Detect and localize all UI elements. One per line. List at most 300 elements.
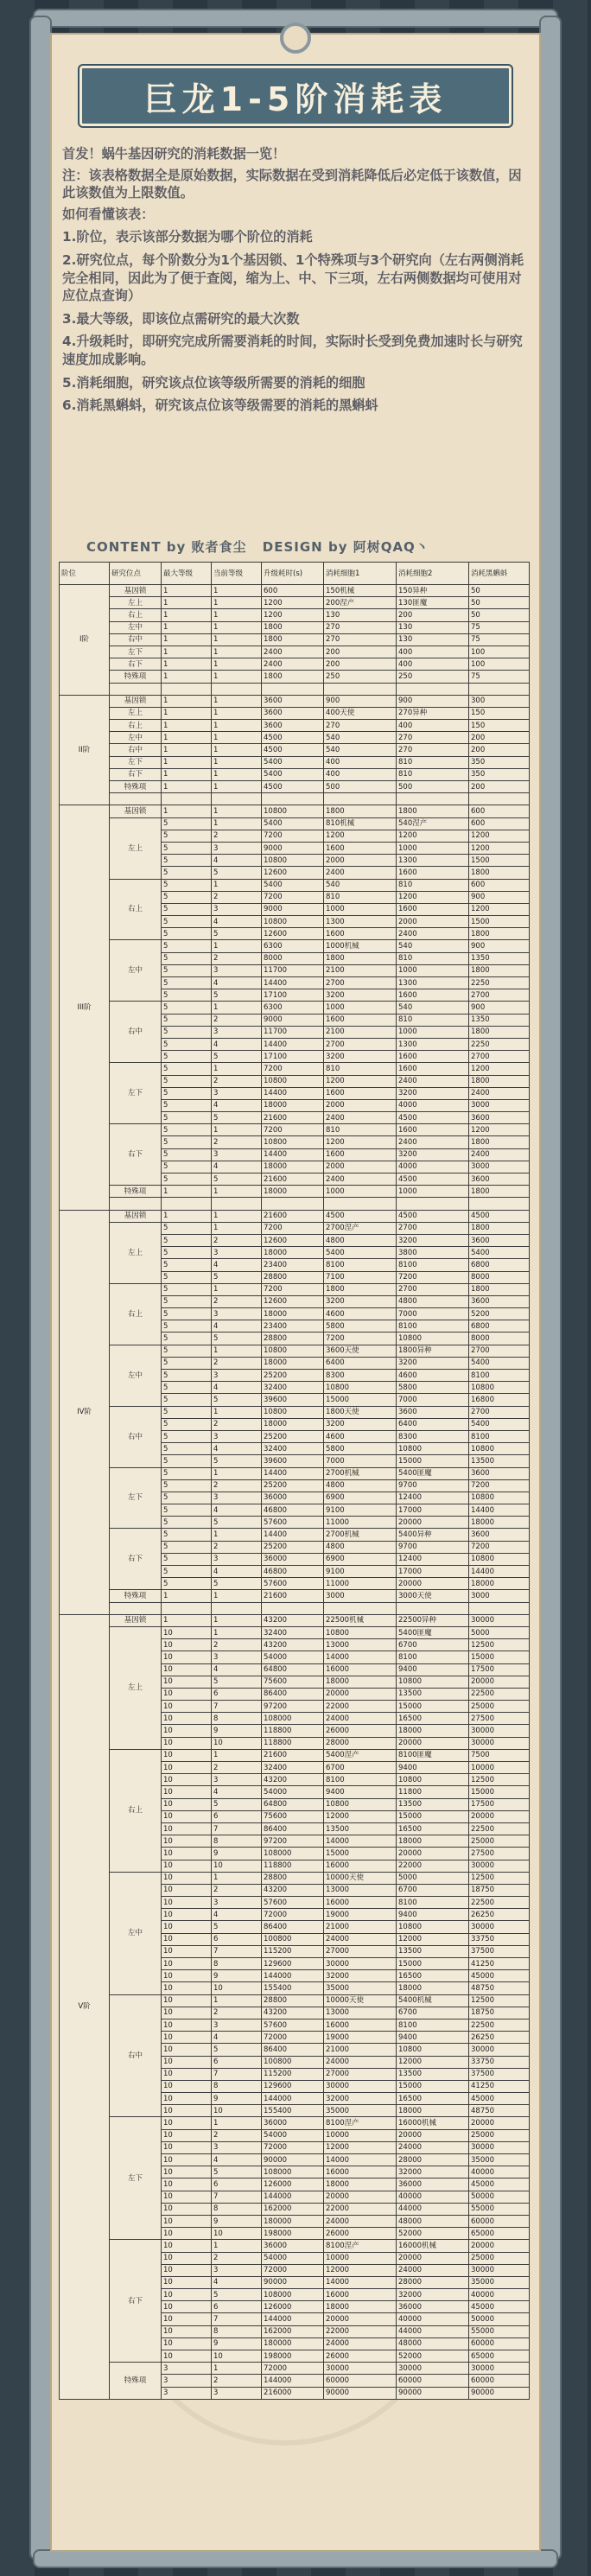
table-cell: 1000 <box>397 1186 469 1198</box>
table-cell: 4500 <box>262 744 324 756</box>
position-cell: 右中 <box>110 1002 162 1063</box>
position-cell: 左下 <box>110 646 162 658</box>
table-cell <box>212 793 262 805</box>
table-cell: 12600 <box>262 1234 324 1246</box>
table-cell: 1 <box>162 756 212 768</box>
table-cell: 10 <box>162 1958 212 1970</box>
table-cell: 10 <box>162 1663 212 1676</box>
table-cell: 1 <box>212 756 262 768</box>
position-cell: 基因锁 <box>110 1210 162 1222</box>
table-cell: 115200 <box>262 1945 324 1957</box>
table-cell: 5 <box>162 1222 212 1234</box>
table-cell: 55000 <box>469 2325 530 2337</box>
table-cell: 1800 <box>324 1283 397 1295</box>
table-cell: 4800 <box>397 1295 469 1307</box>
table-cell: 6 <box>212 1810 262 1822</box>
table-cell: 2400 <box>469 1087 530 1099</box>
table-cell: 5 <box>162 1002 212 1014</box>
table-cell: 60000 <box>324 2375 397 2387</box>
tier-cell: IV阶 <box>60 1210 110 1614</box>
table-cell: 30000 <box>469 2044 530 2056</box>
position-cell: 左下 <box>110 1467 162 1529</box>
table-cell: 130 <box>397 633 469 646</box>
table-cell: 18000 <box>262 1099 324 1111</box>
table-cell: 75 <box>469 621 530 633</box>
table-cell: 72000 <box>262 2264 324 2276</box>
table-cell: 12500 <box>469 1994 530 2007</box>
table-cell: 5 <box>162 1087 212 1099</box>
position-cell: 右中 <box>110 744 162 756</box>
table-cell: 12600 <box>262 928 324 940</box>
table-cell: 900 <box>469 1002 530 1014</box>
table-cell: 5 <box>162 1553 212 1565</box>
table-cell: 1 <box>212 671 262 683</box>
table-cell: 1 <box>212 633 262 646</box>
table-cell <box>397 793 469 805</box>
table-cell: 1 <box>212 768 262 780</box>
table-cell: 198000 <box>262 2228 324 2240</box>
table-cell: 4 <box>212 1909 262 1921</box>
table-cell: 10800 <box>469 1492 530 1504</box>
table-cell: 4600 <box>397 1370 469 1382</box>
table-cell: 3000 <box>469 1161 530 1173</box>
table-cell: 5 <box>212 1271 262 1283</box>
table-cell: 10800 <box>469 1443 530 1455</box>
table-cell: 1 <box>212 1872 262 1884</box>
table-cell: 12000 <box>397 1933 469 1945</box>
position-cell: 左中 <box>110 1345 162 1406</box>
table-cell: 15000 <box>324 1848 397 1860</box>
table-cell: 8100 <box>397 2019 469 2031</box>
table-cell: 17100 <box>262 989 324 1002</box>
table-cell: 32400 <box>262 1762 324 1774</box>
table-cell: 4600 <box>324 1308 397 1320</box>
table-cell: 5 <box>162 1394 212 1406</box>
table-cell: 12000 <box>324 2141 397 2153</box>
table-cell: 30000 <box>469 2363 530 2375</box>
table-cell: 21000 <box>324 1921 397 1933</box>
table-row <box>60 744 530 756</box>
table-cell: 150 <box>469 720 530 732</box>
table-cell <box>262 1602 324 1614</box>
table-cell: 1800 <box>469 1186 530 1198</box>
table-cell: 7200 <box>397 1271 469 1283</box>
table-cell: 4 <box>212 855 262 867</box>
table-cell: 1 <box>212 2117 262 2129</box>
table-cell: 4 <box>212 1038 262 1050</box>
table-cell: 8100 <box>469 1430 530 1442</box>
table-cell <box>162 1198 212 1210</box>
table-cell: 21600 <box>262 1112 324 1124</box>
table-cell: 1000机械 <box>324 940 397 952</box>
table-cell <box>469 1602 530 1614</box>
table-cell: 6700 <box>397 1884 469 1896</box>
table-row <box>60 2363 530 2375</box>
table-cell: 4500 <box>397 1174 469 1186</box>
table-cell: 3600 <box>262 695 324 707</box>
table-cell: 5400匪魔 <box>397 1626 469 1638</box>
table-cell: 3 <box>212 1370 262 1382</box>
col-header: 升级耗时(s) <box>262 563 324 585</box>
table-cell: 32000 <box>324 2093 397 2105</box>
table-cell: 18000 <box>469 1517 530 1529</box>
table-cell: 1200 <box>262 609 324 621</box>
table-cell: 5 <box>162 1578 212 1590</box>
table-cell: 15000 <box>397 1958 469 1970</box>
table-cell: 3 <box>212 1492 262 1504</box>
table-cell: 37500 <box>469 1945 530 1957</box>
position-cell <box>110 1198 162 1210</box>
table-cell: 600 <box>469 817 530 830</box>
table-cell: 30000 <box>469 1921 530 1933</box>
table-cell: 7000 <box>397 1394 469 1406</box>
table-cell <box>262 793 324 805</box>
table-cell: 13000 <box>324 1639 397 1651</box>
table-cell: 25200 <box>262 1479 324 1492</box>
table-cell: 1 <box>212 1063 262 1075</box>
table-cell: 300 <box>469 695 530 707</box>
table-cell: 30000 <box>469 2264 530 2276</box>
table-cell: 1 <box>212 1590 262 1602</box>
table-row <box>60 1872 530 1884</box>
table-cell: 100 <box>469 646 530 658</box>
table-cell: 22500异种 <box>397 1614 469 1626</box>
table-cell: 14400 <box>469 1504 530 1517</box>
position-cell: 特殊项 <box>110 781 162 793</box>
table-cell: 75600 <box>262 1676 324 1688</box>
table-cell: 19000 <box>324 2032 397 2044</box>
table-cell: 5000 <box>469 1626 530 1638</box>
position-cell: 右中 <box>110 1994 162 2117</box>
table-cell: 10000 <box>469 1762 530 1774</box>
table-cell: 35000 <box>469 2276 530 2288</box>
table-cell: 86400 <box>262 1921 324 1933</box>
table-cell: 10 <box>162 2301 212 2313</box>
table-cell: 1800 <box>262 671 324 683</box>
table-cell: 15000 <box>397 1455 469 1467</box>
position-cell: 特殊项 <box>110 671 162 683</box>
table-cell: 7200 <box>262 891 324 903</box>
table-cell: 5 <box>162 1124 212 1136</box>
table-cell: 1 <box>212 1994 262 2007</box>
table-cell: 144000 <box>262 2375 324 2387</box>
table-cell: 5 <box>212 1455 262 1467</box>
table-cell: 7 <box>212 2313 262 2325</box>
table-cell: 10 <box>162 2191 212 2203</box>
table-cell: 17100 <box>262 1051 324 1063</box>
table-cell: 10 <box>162 1725 212 1737</box>
table-cell: 1000 <box>397 842 469 854</box>
table-cell: 30000 <box>469 1860 530 1872</box>
table-cell: 200 <box>469 744 530 756</box>
table-cell: 35000 <box>324 1982 397 1994</box>
table-cell: 2700 <box>324 1038 397 1050</box>
table-cell: 10800 <box>469 1382 530 1394</box>
table-cell: 810 <box>397 756 469 768</box>
table-cell: 30000 <box>469 1737 530 1749</box>
table-cell: 3 <box>212 1308 262 1320</box>
table-cell <box>397 683 469 695</box>
table-cell: 12000 <box>324 2264 397 2276</box>
table-cell: 40000 <box>469 2166 530 2178</box>
table-cell: 3600 <box>469 1467 530 1479</box>
position-cell: 基因锁 <box>110 585 162 597</box>
table-cell: 64800 <box>262 1663 324 1676</box>
table-cell: 350 <box>469 756 530 768</box>
table-cell: 600 <box>469 805 530 817</box>
table-cell: 17500 <box>469 1663 530 1676</box>
table-cell: 5 <box>162 879 212 891</box>
table-cell: 3600 <box>469 1529 530 1541</box>
table-row <box>60 1602 530 1614</box>
table-cell: 3 <box>212 2019 262 2031</box>
credit-content: CONTENT by 败者食尘 <box>86 539 247 555</box>
table-cell: 86400 <box>262 1822 324 1835</box>
table-cell: 270异种 <box>397 707 469 719</box>
table-cell: 24000 <box>397 2264 469 2276</box>
table-cell: 9 <box>212 1848 262 1860</box>
table-cell: 10800 <box>324 1626 397 1638</box>
table-cell: 5 <box>162 964 212 976</box>
table-cell: 1 <box>212 609 262 621</box>
table-cell: 4500 <box>469 1210 530 1222</box>
title-banner <box>79 66 512 126</box>
table-cell: 10 <box>162 2178 212 2191</box>
table-cell: 270 <box>397 744 469 756</box>
table-cell: 10000天使 <box>324 1872 397 1884</box>
table-cell: 108000 <box>262 1713 324 1725</box>
frame-bottom-bar <box>33 2549 558 2568</box>
table-cell: 4 <box>212 916 262 928</box>
table-cell: 55000 <box>469 2203 530 2215</box>
table-cell: 250 <box>397 671 469 683</box>
table-row <box>60 1614 530 1626</box>
position-cell: 特殊项 <box>110 1590 162 1602</box>
table-cell: 108000 <box>262 1848 324 1860</box>
table-cell: 5 <box>212 2289 262 2301</box>
table-cell: 32000 <box>324 1970 397 1982</box>
table-cell: 1800 <box>469 1026 530 1038</box>
table-cell: 27000 <box>324 2068 397 2080</box>
table-cell: 3600 <box>262 707 324 719</box>
table-cell: 36000 <box>262 2117 324 2129</box>
table-cell: 8100 <box>397 1897 469 1909</box>
table-row <box>60 2240 530 2252</box>
table-cell: 7100 <box>324 1271 397 1283</box>
intro-line: 6.消耗黑蝌蚪，研究该点位该等级需要的消耗的黑蝌蚪 <box>62 398 378 414</box>
table-cell: 1 <box>162 633 212 646</box>
table-cell: 10 <box>162 2117 212 2129</box>
table-cell: 48750 <box>469 1982 530 1994</box>
table-cell: 810 <box>397 952 469 964</box>
table-cell: 28800 <box>262 1271 324 1283</box>
table-cell: 5 <box>162 1112 212 1124</box>
table-cell: 10 <box>162 1651 212 1663</box>
table-cell: 72000 <box>262 2141 324 2153</box>
table-cell: 10 <box>162 1810 212 1822</box>
table-cell: 24000 <box>397 2141 469 2153</box>
table-cell: 5 <box>162 1443 212 1455</box>
table-cell: 13000 <box>324 1884 397 1896</box>
table-cell: 10 <box>162 2203 212 2215</box>
table-cell: 540 <box>324 879 397 891</box>
table-row <box>60 1002 530 1014</box>
table-cell: 8 <box>212 1958 262 1970</box>
position-cell: 右中 <box>110 1406 162 1467</box>
table-cell: 1 <box>162 805 212 817</box>
table-cell <box>212 683 262 695</box>
table-cell: 50 <box>469 597 530 609</box>
table-cell: 19000 <box>324 1909 397 1921</box>
table-cell: 10800 <box>262 1136 324 1148</box>
table-cell: 10 <box>162 2264 212 2276</box>
position-cell: 左下 <box>110 2117 162 2240</box>
table-cell: 44000 <box>397 2203 469 2215</box>
table-cell: 10 <box>162 1982 212 1994</box>
table-cell: 1200 <box>324 1136 397 1148</box>
table-cell: 5400 <box>262 817 324 830</box>
table-cell: 2100 <box>324 964 397 976</box>
table-cell: 44000 <box>397 2325 469 2337</box>
table-cell: 10 <box>162 1786 212 1798</box>
table-cell: 5 <box>162 1014 212 1026</box>
table-cell: 1 <box>212 805 262 817</box>
table-cell: 10 <box>162 2325 212 2337</box>
table-cell: 2 <box>212 1075 262 1087</box>
table-cell: 5400 <box>262 768 324 780</box>
table-cell: 43200 <box>262 1639 324 1651</box>
table-cell: 26250 <box>469 1909 530 1921</box>
table-cell: 4 <box>212 1443 262 1455</box>
table-cell: 27000 <box>324 1945 397 1957</box>
col-header: 消耗细胞1 <box>324 563 397 585</box>
table-cell: 15000 <box>397 2080 469 2092</box>
frame-right-pipe <box>539 16 562 2560</box>
table-cell: 41250 <box>469 1958 530 1970</box>
table-cell: 600 <box>469 879 530 891</box>
table-cell: 17000 <box>397 1566 469 1578</box>
table-cell: 3800 <box>397 1247 469 1259</box>
table-cell: 1200 <box>469 1124 530 1136</box>
table-cell: 1 <box>212 1749 262 1761</box>
table-cell: 4 <box>212 2032 262 2044</box>
table-cell: 20000 <box>397 1848 469 1860</box>
table-cell: 8000 <box>469 1333 530 1345</box>
table-cell: 5 <box>162 1504 212 1517</box>
table-cell: 144000 <box>262 2191 324 2203</box>
credit-line <box>86 537 518 556</box>
intro-line: 5.消耗细胞，研究该点位该等级所需要的消耗的细胞 <box>62 374 365 391</box>
table-cell: 3200 <box>397 1357 469 1369</box>
table-cell: 1 <box>162 707 212 719</box>
position-cell: 左上 <box>110 707 162 719</box>
table-cell: 10800 <box>324 1798 397 1810</box>
table-cell: 27500 <box>469 1848 530 1860</box>
table-row <box>60 781 530 793</box>
position-cell: 基因锁 <box>110 805 162 817</box>
table-cell: 2700 <box>397 1222 469 1234</box>
table-cell: 5000 <box>397 1872 469 1884</box>
table-cell: 1600 <box>397 1124 469 1136</box>
table-cell: 3000 <box>469 1590 530 1602</box>
table-cell: 1 <box>162 658 212 671</box>
table-cell: 25200 <box>262 1370 324 1382</box>
table-cell: 2 <box>212 1541 262 1553</box>
table-row <box>60 633 530 646</box>
table-cell: 9400 <box>397 1663 469 1676</box>
table-cell: 10 <box>162 2215 212 2227</box>
table-cell: 4800 <box>324 1234 397 1246</box>
table-cell: 2000 <box>324 1099 397 1111</box>
table-cell: 540 <box>397 940 469 952</box>
table-cell: 20000 <box>397 2252 469 2264</box>
table-cell: 10800 <box>262 916 324 928</box>
table-cell: 5400 <box>469 1247 530 1259</box>
table-cell: 16500 <box>397 1822 469 1835</box>
table-cell: 18000 <box>262 1247 324 1259</box>
table-cell: 22500 <box>469 2019 530 2031</box>
position-cell: 右下 <box>110 2240 162 2363</box>
table-cell: 1300 <box>324 916 397 928</box>
position-cell: 右下 <box>110 658 162 671</box>
col-header: 当前等级 <box>212 563 262 585</box>
table-cell: 18000 <box>397 1835 469 1848</box>
table-cell: 1600 <box>324 1014 397 1026</box>
table-cell: 1 <box>212 646 262 658</box>
table-cell: 65000 <box>469 2350 530 2363</box>
table-cell: 10800 <box>397 1333 469 1345</box>
table-cell: 1200 <box>262 597 324 609</box>
table-cell: 3 <box>212 964 262 976</box>
table-cell: 1500 <box>469 916 530 928</box>
table-cell: 15000 <box>469 1786 530 1798</box>
table-cell: 10 <box>162 2276 212 2288</box>
table-cell: 1200 <box>324 830 397 842</box>
table-cell: 3200 <box>324 1295 397 1307</box>
table-cell: 5800 <box>324 1443 397 1455</box>
table-cell: 1 <box>212 744 262 756</box>
table-cell: 48000 <box>397 2215 469 2227</box>
table-cell: 8100 <box>324 1259 397 1271</box>
table-cell: 162000 <box>262 2203 324 2215</box>
table-cell: 1 <box>162 768 212 780</box>
table-cell: 25000 <box>469 1835 530 1848</box>
table-cell: 5 <box>162 891 212 903</box>
table-cell: 16500 <box>397 1970 469 1982</box>
table-cell: 126000 <box>262 2178 324 2191</box>
table-cell: 5 <box>162 1455 212 1467</box>
table-cell: 13500 <box>397 1945 469 1957</box>
table-cell: 40000 <box>469 2289 530 2301</box>
table-cell: 2250 <box>469 1038 530 1050</box>
table-cell: 10800 <box>469 1553 530 1565</box>
position-cell: 右上 <box>110 609 162 621</box>
table-cell: 4000 <box>397 1099 469 1111</box>
table-cell: 2400 <box>324 867 397 879</box>
table-cell: 60000 <box>469 2215 530 2227</box>
table-cell: 5 <box>162 1283 212 1295</box>
table-cell: 14000 <box>324 1835 397 1848</box>
table-cell: 126000 <box>262 2301 324 2313</box>
table-cell: 810机械 <box>324 817 397 830</box>
table-cell: 5 <box>162 916 212 928</box>
table-cell: 37500 <box>469 2068 530 2080</box>
table-cell: 2250 <box>469 977 530 989</box>
table-cell: 10 <box>212 2228 262 2240</box>
table-cell: 10000 <box>324 2252 397 2264</box>
table-cell: 7 <box>212 1701 262 1713</box>
table-cell: 4 <box>212 1382 262 1394</box>
